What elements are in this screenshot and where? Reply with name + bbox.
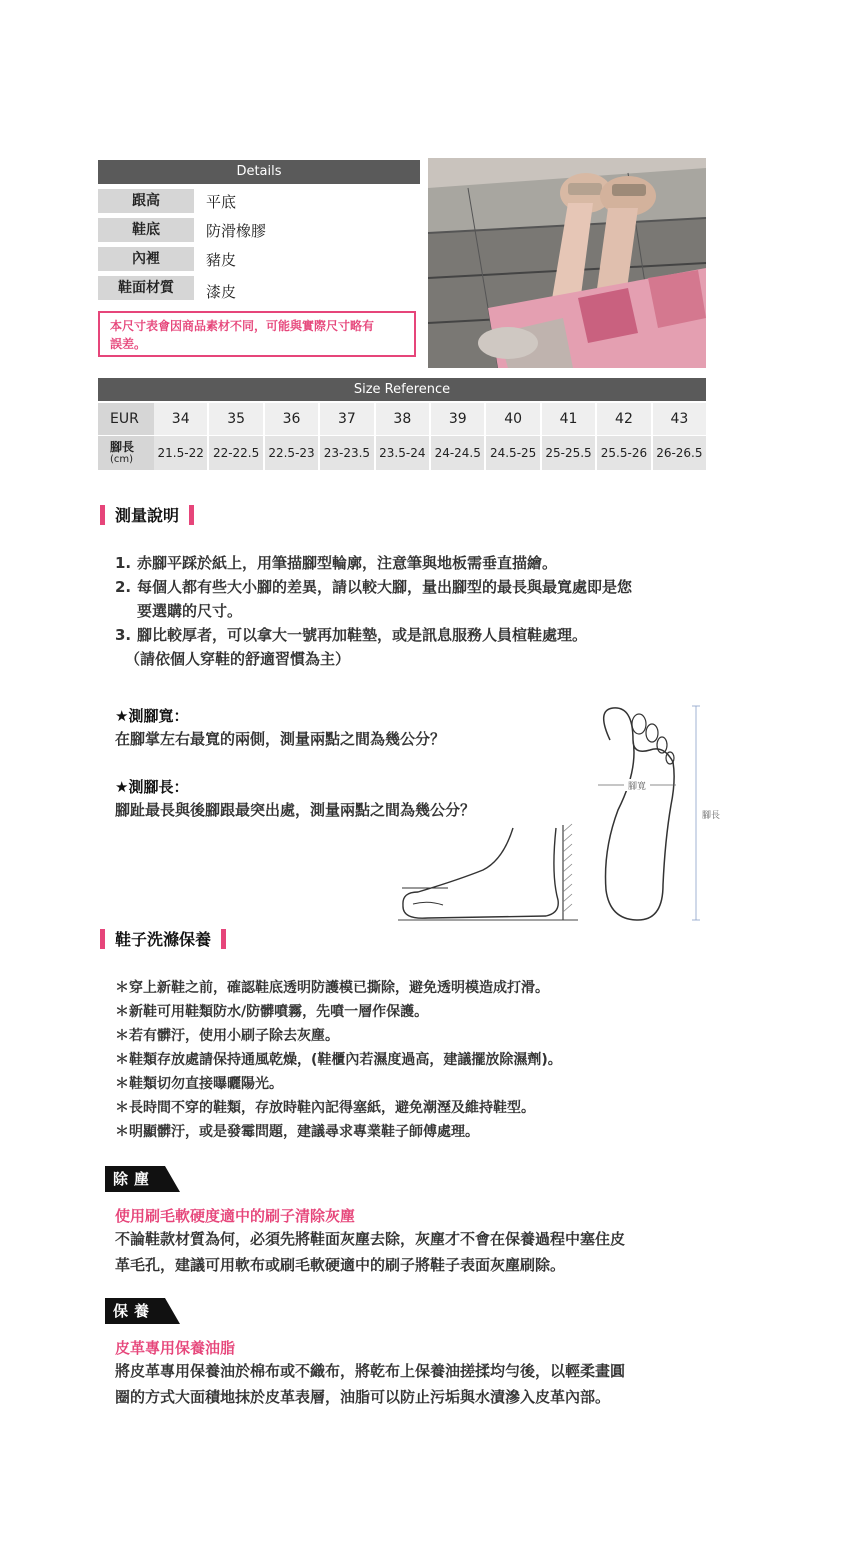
dust-tag	[105, 1166, 185, 1192]
foot-length-cell: 26-26.5	[653, 436, 706, 470]
foot-width-text: 在腳掌左右最寬的兩側，測量兩點之間為幾公分？	[115, 730, 446, 748]
detail-row-lining	[98, 247, 420, 273]
eur-size-cell: 41	[542, 403, 595, 435]
eur-size-cell: 37	[320, 403, 373, 435]
foot-length-cell: 21.5-22	[154, 436, 207, 470]
paragraph-line: 不論鞋款材質為何，必須先將鞋面灰塵去除，灰塵才不會在保養過程中塞住皮	[115, 1230, 626, 1248]
tag-label: 除塵	[113, 1170, 156, 1188]
foot-length-cell: 22.5-23	[265, 436, 318, 470]
list-item: ＊若有髒汙，使用小刷子除去灰塵。	[115, 1028, 339, 1044]
accent-bar	[189, 505, 194, 525]
foot-measure-diagram	[388, 700, 728, 925]
list-item-continuation: 要選購的尺寸。	[137, 602, 243, 620]
size-row-length	[98, 436, 706, 470]
foot-width-heading: ★測腳寬：	[115, 707, 189, 725]
detail-row-sole	[98, 218, 420, 244]
list-item: ＊穿上新鞋之前，確認鞋底透明防護模已撕除，避免透明模造成打滑。	[115, 980, 549, 996]
size-reference-header: Size Reference	[98, 378, 706, 401]
foot-length-cell: 23.5-24	[376, 436, 429, 470]
paragraph-line: 圈的方式大面積地抹於皮革表層，油脂可以防止污垢與水漬滲入皮革內部。	[115, 1388, 611, 1406]
foot-length-cell: 24.5-25	[486, 436, 539, 470]
accent-bar	[100, 505, 105, 525]
eur-size-cell: 34	[154, 403, 207, 435]
list-item: ＊新鞋可用鞋類防水/防髒噴霧，先噴一層作保護。	[115, 1004, 429, 1020]
list-item-continuation: （請依個人穿鞋的舒適習慣為主）	[125, 650, 351, 668]
size-disclaimer-note	[98, 311, 416, 357]
list-item: 2. 每個人都有些大小腳的差異，請以較大腳，量出腳型的最長與最寬處即是您	[115, 578, 633, 596]
eur-size-cell: 35	[209, 403, 262, 435]
dust-heading: 使用刷毛軟硬度適中的刷子清除灰塵	[115, 1207, 356, 1225]
measure-steps	[115, 551, 715, 671]
list-item: ＊明顯髒汙，或是發霉問題，建議尋求專業鞋子師傅處理。	[115, 1124, 479, 1140]
foot-length-cell: 22-22.5	[209, 436, 262, 470]
foot-width-label: 腳寬	[627, 782, 647, 792]
maintain-heading: 皮革專用保養油脂	[115, 1339, 236, 1357]
size-row-eur	[98, 403, 706, 435]
accent-bar	[100, 929, 105, 949]
size-row-label	[98, 436, 154, 470]
list-item: ＊長時間不穿的鞋類，存放時鞋內記得塞紙，避免潮溼及維持鞋型。	[115, 1100, 535, 1116]
tag-label: 保養	[113, 1302, 156, 1320]
maintain-tag	[105, 1298, 185, 1324]
detail-row-upper	[98, 276, 420, 302]
detail-row-heel	[98, 189, 420, 215]
product-photo	[428, 158, 706, 368]
note-line: 誤差。	[110, 337, 147, 351]
length-label: 腳長	[110, 440, 135, 454]
measure-section-title	[100, 503, 194, 526]
list-item: ＊鞋類存放處請保持通風乾燥，(鞋櫃內若濕度過高，建議擺放除濕劑)。	[115, 1052, 562, 1068]
foot-length-heading: ★測腳長：	[115, 778, 189, 796]
list-item: 3. 腳比較厚者，可以拿大一號再加鞋墊，或是訊息服務人員楦鞋處理。	[115, 626, 588, 644]
foot-length-label: 腳長	[702, 811, 721, 821]
eur-size-cell: 39	[431, 403, 484, 435]
details-header: Details	[98, 160, 420, 184]
detail-value: 防滑橡膠	[206, 222, 267, 240]
eur-size-cell: 43	[653, 403, 706, 435]
detail-label: 鞋面材質	[98, 276, 194, 300]
detail-label: 鞋底	[98, 218, 194, 242]
note-line: 本尺寸表會因商品素材不同，可能與實際尺寸略有	[110, 319, 375, 333]
size-row-label: EUR	[98, 403, 154, 435]
section-title-text: 鞋子洗滌保養	[115, 930, 212, 949]
foot-length-cell: 24-24.5	[431, 436, 484, 470]
foot-length-text: 腳趾最長與後腳跟最突出處，測量兩點之間為幾公分？	[115, 801, 476, 819]
list-item: 1. 赤腳平踩於紙上，用筆描腳型輪廓，注意筆與地板需垂直描繪。	[115, 554, 558, 572]
foot-length-cell: 25.5-26	[597, 436, 650, 470]
maintain-paragraph	[115, 1358, 735, 1410]
detail-label: 跟高	[98, 189, 194, 213]
eur-size-cell: 42	[597, 403, 650, 435]
eur-size-cell: 36	[265, 403, 318, 435]
care-section-title	[100, 927, 226, 950]
foot-length-cell: 25-25.5	[542, 436, 595, 470]
paragraph-line: 將皮革專用保養油於棉布或不織布，將乾布上保養油搓揉均勻後，以輕柔畫圓	[115, 1362, 626, 1380]
dust-paragraph	[115, 1226, 735, 1278]
detail-value: 漆皮	[206, 283, 237, 301]
eur-size-cell: 38	[376, 403, 429, 435]
detail-value: 豬皮	[206, 251, 237, 269]
paragraph-line: 革毛孔，建議可用軟布或刷毛軟硬適中的刷子將鞋子表面灰塵刷除。	[115, 1256, 566, 1274]
eur-size-cell: 40	[486, 403, 539, 435]
section-title-text: 測量說明	[115, 506, 180, 525]
length-unit: (cm)	[110, 454, 134, 465]
accent-bar	[221, 929, 226, 949]
foot-length-cell: 23-23.5	[320, 436, 373, 470]
list-item: ＊鞋類切勿直接曝曬陽光。	[115, 1076, 283, 1092]
detail-label: 內裡	[98, 247, 194, 271]
detail-value: 平底	[206, 193, 237, 211]
care-list	[115, 976, 735, 1144]
